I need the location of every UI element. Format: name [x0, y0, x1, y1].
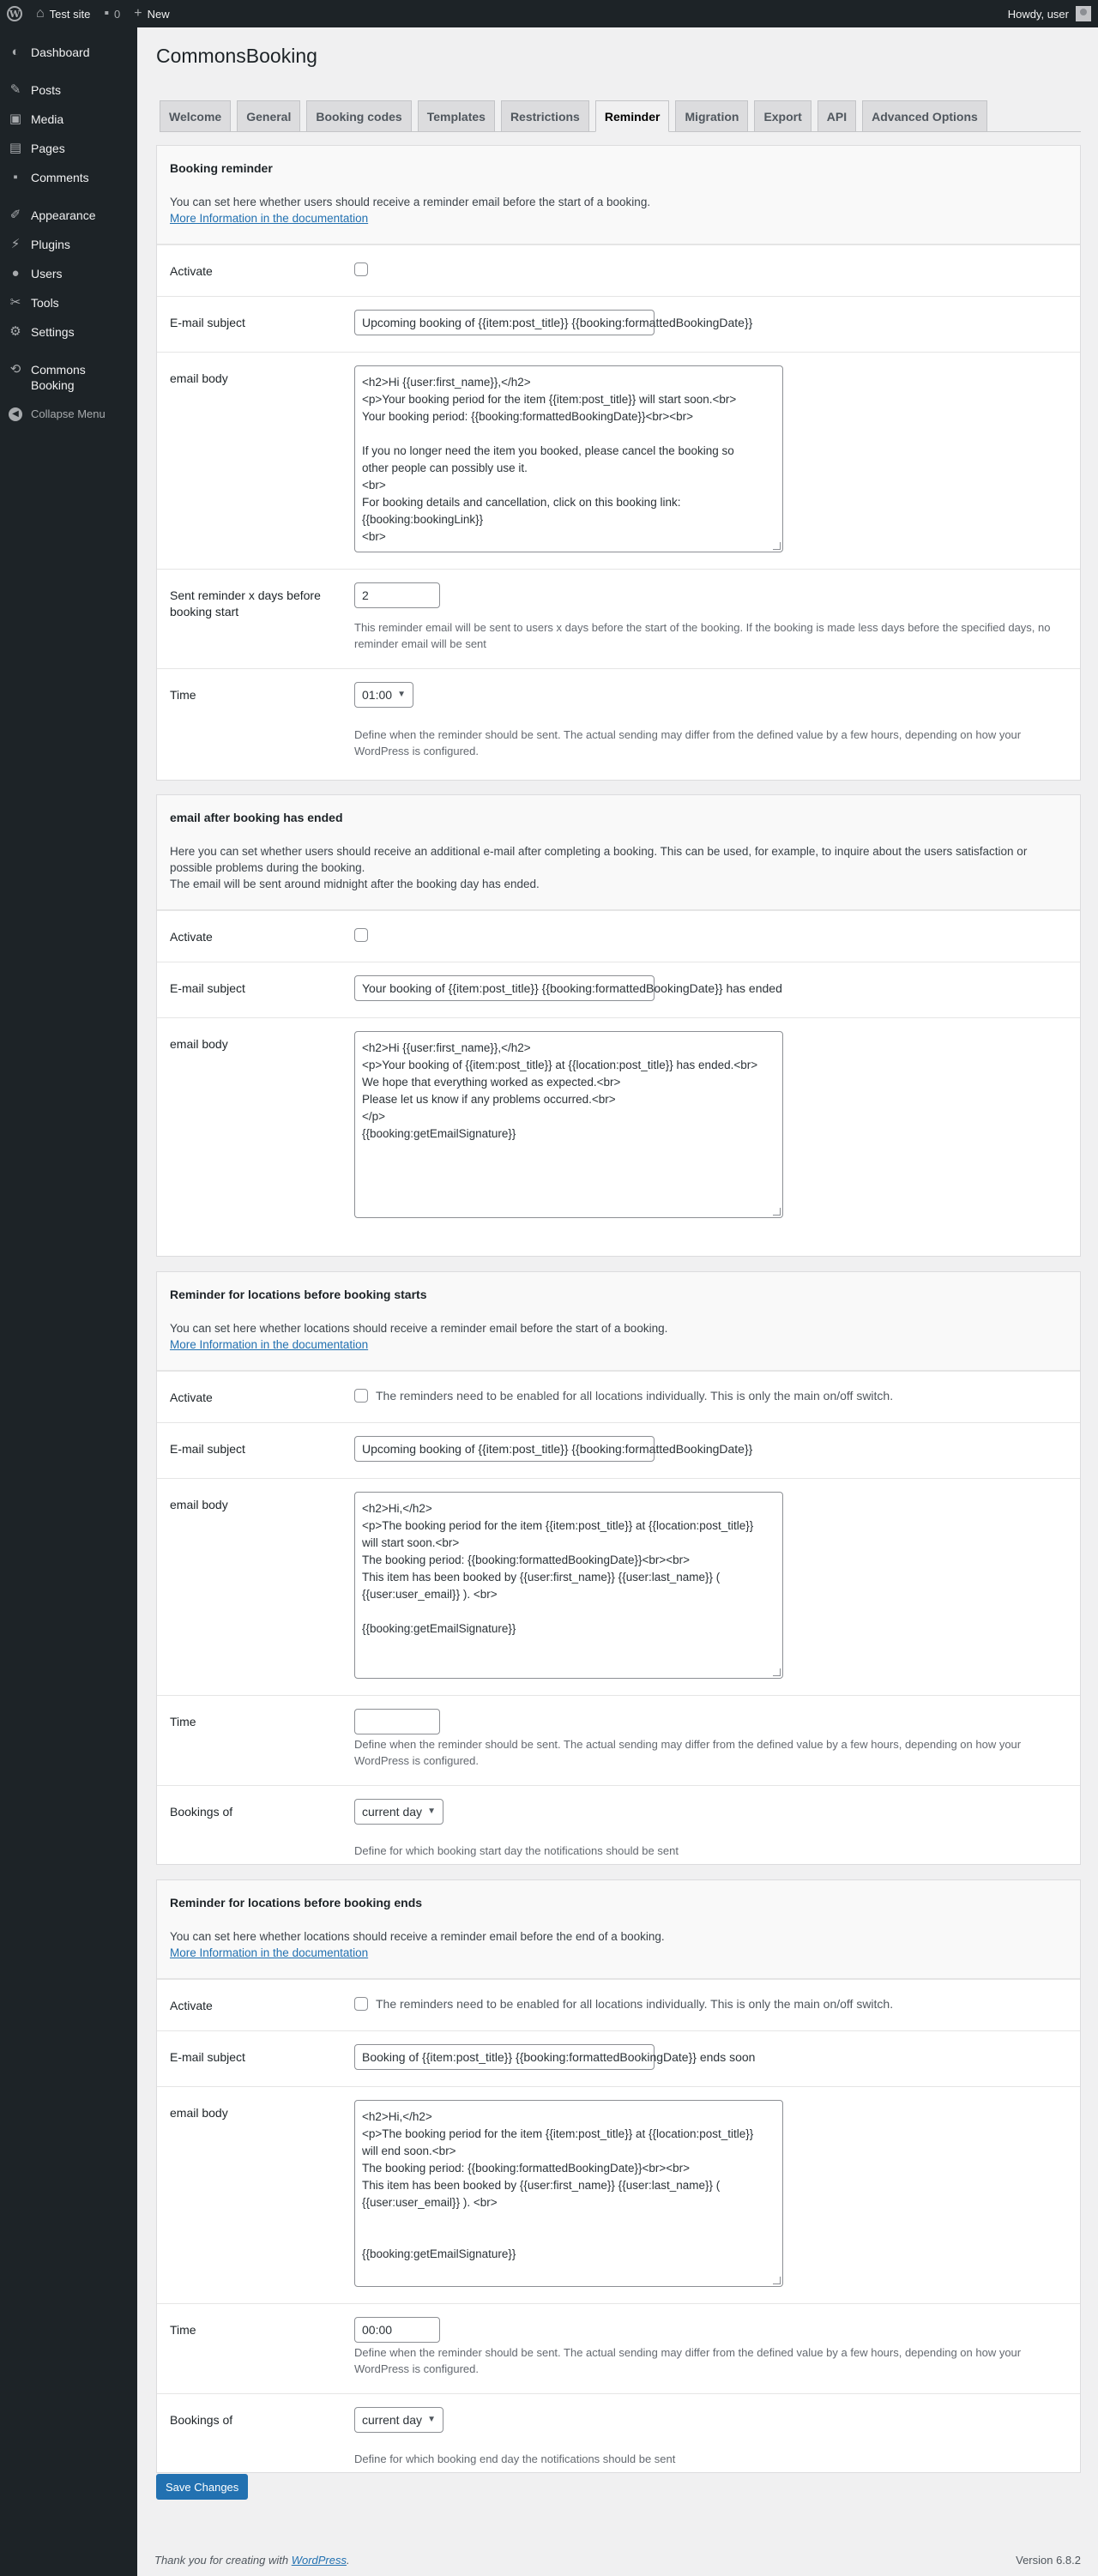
avatar [1076, 6, 1091, 21]
section-title: Reminder for locations before booking ends [170, 1896, 423, 1909]
bookings-of-row [157, 1785, 1080, 1875]
sidebar-item-label: Posts [31, 83, 62, 97]
field-description: Define when the reminder should be sent. The actual sending may differ from the defined value by a few hours, depending on how your WordPress is configured. [354, 2346, 1022, 2375]
settings-icon: ⚙ [9, 324, 21, 339]
field-label: Sent reminder x days before booking start [170, 588, 321, 618]
dashboard-icon: ◐ [11, 45, 20, 59]
site-name-menu[interactable] [29, 0, 97, 27]
checkbox-description: The reminders need to be enabled for all locations individually. This is only the main on/off switch. [376, 1997, 894, 2011]
email-body-textarea[interactable]: <h2>Hi,</h2> <p>The booking period for the item {{item:post_title}} at {{location:post_title}} will start soon.<br> The booking period: {{booking:formattedBookingDate}}<br><br> This item has been booked by {{user:first_name}} {{user:last_name}} ( {{user:user_email}} ). <br> {{booking:getEmailSignature}} [354, 1492, 783, 1679]
sidebar-item-label: Media [31, 112, 64, 126]
tab-booking-codes[interactable]: Booking codes [306, 100, 411, 131]
comment-icon: ▪ [13, 170, 18, 184]
sidebar-item-label: Comments [31, 171, 89, 184]
sidebar-item-comments[interactable] [0, 163, 137, 192]
field-description: This reminder email will be sent to users x days before the start of the booking. If the booking is made less days before the specified days, no reminder email will be sent [354, 621, 1051, 650]
activate-checkbox[interactable] [354, 262, 368, 276]
wordpress-link[interactable]: WordPress [291, 2554, 347, 2567]
field-label: Activate [170, 930, 213, 944]
documentation-link[interactable]: More Information in the documentation [170, 212, 369, 225]
wordpress-logo-icon: W [7, 6, 22, 21]
comment-icon: ▪ [104, 6, 110, 21]
brush-icon: ✐ [9, 208, 21, 222]
documentation-link[interactable]: More Information in the documentation [170, 1338, 369, 1351]
footer-thanks-text: Thank you for creating with [154, 2554, 289, 2567]
location-reminder-end-section [156, 1879, 1081, 2473]
bookings-of-select[interactable] [354, 2407, 443, 2433]
sidebar-item-settings[interactable] [0, 317, 137, 347]
chevron-down-icon: ▼ [397, 690, 407, 699]
collapse-menu-button[interactable] [0, 400, 137, 429]
sidebar-item-label: Dashboard [31, 45, 90, 59]
field-label: email body [170, 1037, 228, 1051]
time-select[interactable] [354, 682, 413, 708]
time-value: 01:00 [362, 688, 393, 702]
field-label: E-mail subject [170, 1442, 245, 1456]
days-before-row [157, 569, 1080, 668]
documentation-link[interactable]: More Information in the documentation [170, 1946, 369, 1959]
email-body-textarea[interactable]: <h2>Hi {{user:first_name}},</h2> <p>Your booking of {{item:post_title}} at {{location:post_title}} has ended.<br> We hope that everything worked as expected.<br> Please let us know if any problems occurred.<br> </p> {{booking:getEmailSignature}} [354, 1031, 783, 1218]
field-label: Activate [170, 1391, 213, 1404]
sidebar-item-appearance[interactable] [0, 201, 137, 230]
sidebar-item-label: Settings [31, 325, 75, 339]
activate-checkbox[interactable] [354, 928, 368, 942]
howdy-text: Howdy, user [1007, 7, 1069, 21]
chevron-down-icon: ▼ [427, 1807, 437, 1816]
field-description: Define when the reminder should be sent. The actual sending may differ from the defined value by a few hours, depending on how your WordPress is configured. [354, 728, 1022, 757]
field-label: Time [170, 1715, 196, 1728]
booking-ended-email-section [156, 794, 1081, 1257]
email-subject-input[interactable]: Booking of {{item:post_title}} {{booking:formattedBookingDate}} ends soon [354, 2044, 655, 2070]
section-title: Reminder for locations before booking starts [170, 1288, 427, 1301]
sidebar-item-tools[interactable] [0, 288, 137, 317]
settings-tabs [160, 100, 1081, 132]
email-body-row [157, 352, 1080, 569]
comments-menu[interactable] [97, 0, 127, 27]
section-description-2: The email will be sent around midnight after the booking day has ended. [170, 878, 540, 890]
sidebar-item-commons-booking[interactable] [0, 355, 137, 400]
field-description: Define when the reminder should be sent. The actual sending may differ from the defined value by a few hours, depending on how your WordPress is configured. [354, 1738, 1022, 1767]
sidebar-item-users[interactable] [0, 259, 137, 288]
comments-count: 0 [114, 7, 121, 21]
site-name: Test site [49, 7, 91, 21]
sidebar-item-label: Appearance [31, 208, 96, 222]
bookings-of-value: current day [362, 1805, 423, 1819]
tab-general[interactable]: General [237, 100, 300, 131]
field-label: Time [170, 688, 196, 702]
section-description: You can set here whether locations should receive a reminder email before the end of a booking. [170, 1930, 665, 1943]
field-label: Activate [170, 1999, 213, 2012]
new-label: New [147, 7, 170, 21]
sidebar-item-media[interactable] [0, 105, 137, 134]
field-label: E-mail subject [170, 316, 245, 329]
sidebar-item-label: Plugins [31, 238, 70, 251]
footer-thanks [154, 2554, 350, 2567]
tab-api[interactable]: API [817, 100, 856, 131]
activate-checkbox[interactable] [354, 1997, 368, 2011]
bookings-of-value: current day [362, 2413, 423, 2427]
users-icon: ● [11, 266, 20, 281]
section-description: Here you can set whether users should receive an additional e-mail after completing a booking. This can be used, for example, to inquire about the users satisfaction or possible problems during the booking. [170, 845, 1028, 874]
section-description: You can set here whether users should receive a reminder email before the start of a booking. [170, 196, 651, 208]
footer-version: Version 6.8.2 [1016, 2554, 1081, 2567]
field-label: email body [170, 1498, 228, 1511]
section-description: You can set here whether locations should receive a reminder email before the start of a booking. [170, 1322, 668, 1335]
tab-templates[interactable]: Templates [418, 100, 495, 131]
tab-welcome[interactable]: Welcome [160, 100, 231, 131]
section-title: Booking reminder [170, 161, 273, 175]
tab-restrictions[interactable]: Restrictions [501, 100, 589, 131]
collapse-label: Collapse Menu [31, 407, 106, 420]
activate-row [157, 1371, 1080, 1422]
field-label: email body [170, 2106, 228, 2120]
email-subject-row [157, 1422, 1080, 1478]
admin-bar [0, 0, 1098, 27]
tab-migration[interactable]: Migration [675, 100, 748, 131]
time-row [157, 2303, 1080, 2393]
location-reminder-start-section [156, 1271, 1081, 1865]
footer-period: . [347, 2554, 350, 2567]
activate-row [157, 910, 1080, 962]
email-subject-row [157, 296, 1080, 352]
field-label: Activate [170, 264, 213, 278]
email-subject-input[interactable]: Upcoming booking of {{item:post_title}} {{booking:formattedBookingDate}} [354, 310, 655, 335]
sidebar-item-label: Pages [31, 142, 65, 155]
sidebar-item-dashboard[interactable] [0, 38, 137, 67]
email-body-row [157, 1017, 1080, 1234]
section-header [157, 146, 1080, 244]
sidebar-item-label: Users [31, 267, 63, 281]
plus-icon: + [134, 6, 142, 21]
collapse-icon: ◀ [9, 407, 22, 421]
activate-row [157, 1979, 1080, 2030]
field-description: Define for which booking end day the notifications should be sent [354, 2452, 676, 2465]
section-title: email after booking has ended [170, 811, 343, 824]
commons-booking-icon: ⟲ [9, 362, 21, 377]
email-subject-row [157, 962, 1080, 1017]
email-body-textarea[interactable]: <h2>Hi,</h2> <p>The booking period for the item {{item:post_title}} at {{location:post_title}} will end soon.<br> The booking period: {{booking:formattedBookingDate}}<br><br> This item has been booked by {{user:first_name}} {{user:last_name}} ( {{user:user_email}} ). <br> {{booking:getEmailSignature}} [354, 2100, 783, 2287]
email-subject-input[interactable]: Your booking of {{item:post_title}} {{booking:formattedBookingDate}} has ended [354, 975, 655, 1001]
days-before-input[interactable]: 2 [354, 582, 440, 608]
sidebar-item-plugins[interactable] [0, 230, 137, 259]
wrench-icon: ✂ [9, 295, 21, 310]
checkbox-description: The reminders need to be enabled for all locations individually. This is only the main on/off switch. [376, 1389, 894, 1403]
email-body-textarea[interactable]: <h2>Hi {{user:first_name}},</h2> <p>Your booking period for the item {{item:post_title}} will start soon.<br> Your booking period: {{booking:formattedBookingDate}}<br><br> If you no longer need the item you booked, please cancel the booking so other people can possibly use it. <br> For booking details and cancellation, click on this booking link: {{booking:bookingLink}} <br> [354, 365, 783, 552]
tab-export[interactable]: Export [754, 100, 811, 131]
plugin-icon: ⚡ [10, 237, 21, 251]
media-icon: ▣ [9, 112, 22, 126]
new-content-menu[interactable] [127, 0, 176, 27]
booking-reminder-section [156, 145, 1081, 781]
page-title: CommonsBooking [156, 45, 317, 67]
wp-logo-menu[interactable] [0, 0, 29, 27]
section-header [157, 1880, 1080, 1979]
email-subject-input[interactable]: Upcoming booking of {{item:post_title}} {{booking:formattedBookingDate}} [354, 1436, 655, 1462]
field-label: E-mail subject [170, 981, 245, 995]
pages-icon: ▤ [9, 141, 22, 155]
email-body-row [157, 2086, 1080, 2303]
bookings-of-row [157, 2393, 1080, 2483]
field-label: Bookings of [170, 2413, 233, 2427]
field-label: E-mail subject [170, 2050, 245, 2064]
save-changes-button[interactable]: Save Changes [156, 2474, 248, 2500]
pin-icon: ✎ [9, 82, 21, 97]
time-input[interactable]: 00:00 [354, 2317, 440, 2343]
home-icon: ⌂ [36, 6, 45, 21]
tab-reminder[interactable]: Reminder [595, 100, 670, 132]
section-header [157, 1272, 1080, 1371]
admin-sidebar [0, 27, 137, 2576]
activate-row [157, 244, 1080, 296]
time-input[interactable] [354, 1709, 440, 1734]
bookings-of-select[interactable] [354, 1799, 443, 1825]
email-body-row [157, 1478, 1080, 1695]
field-label: Bookings of [170, 1805, 233, 1819]
sidebar-item-pages[interactable] [0, 134, 137, 163]
tab-advanced-options[interactable]: Advanced Options [862, 100, 987, 131]
chevron-down-icon: ▼ [427, 2415, 437, 2424]
email-subject-row [157, 2030, 1080, 2086]
time-row [157, 1695, 1080, 1785]
sidebar-item-posts[interactable] [0, 75, 137, 105]
time-row [157, 668, 1080, 775]
field-description: Define for which booking start day the notifications should be sent [354, 1844, 679, 1857]
sidebar-item-label: Commons Booking [31, 363, 86, 392]
field-label: Time [170, 2323, 196, 2337]
field-label: email body [170, 371, 228, 385]
sidebar-item-label: Tools [31, 296, 59, 310]
section-header [157, 795, 1080, 910]
activate-checkbox[interactable] [354, 1389, 368, 1403]
my-account-menu[interactable] [1008, 6, 1098, 21]
